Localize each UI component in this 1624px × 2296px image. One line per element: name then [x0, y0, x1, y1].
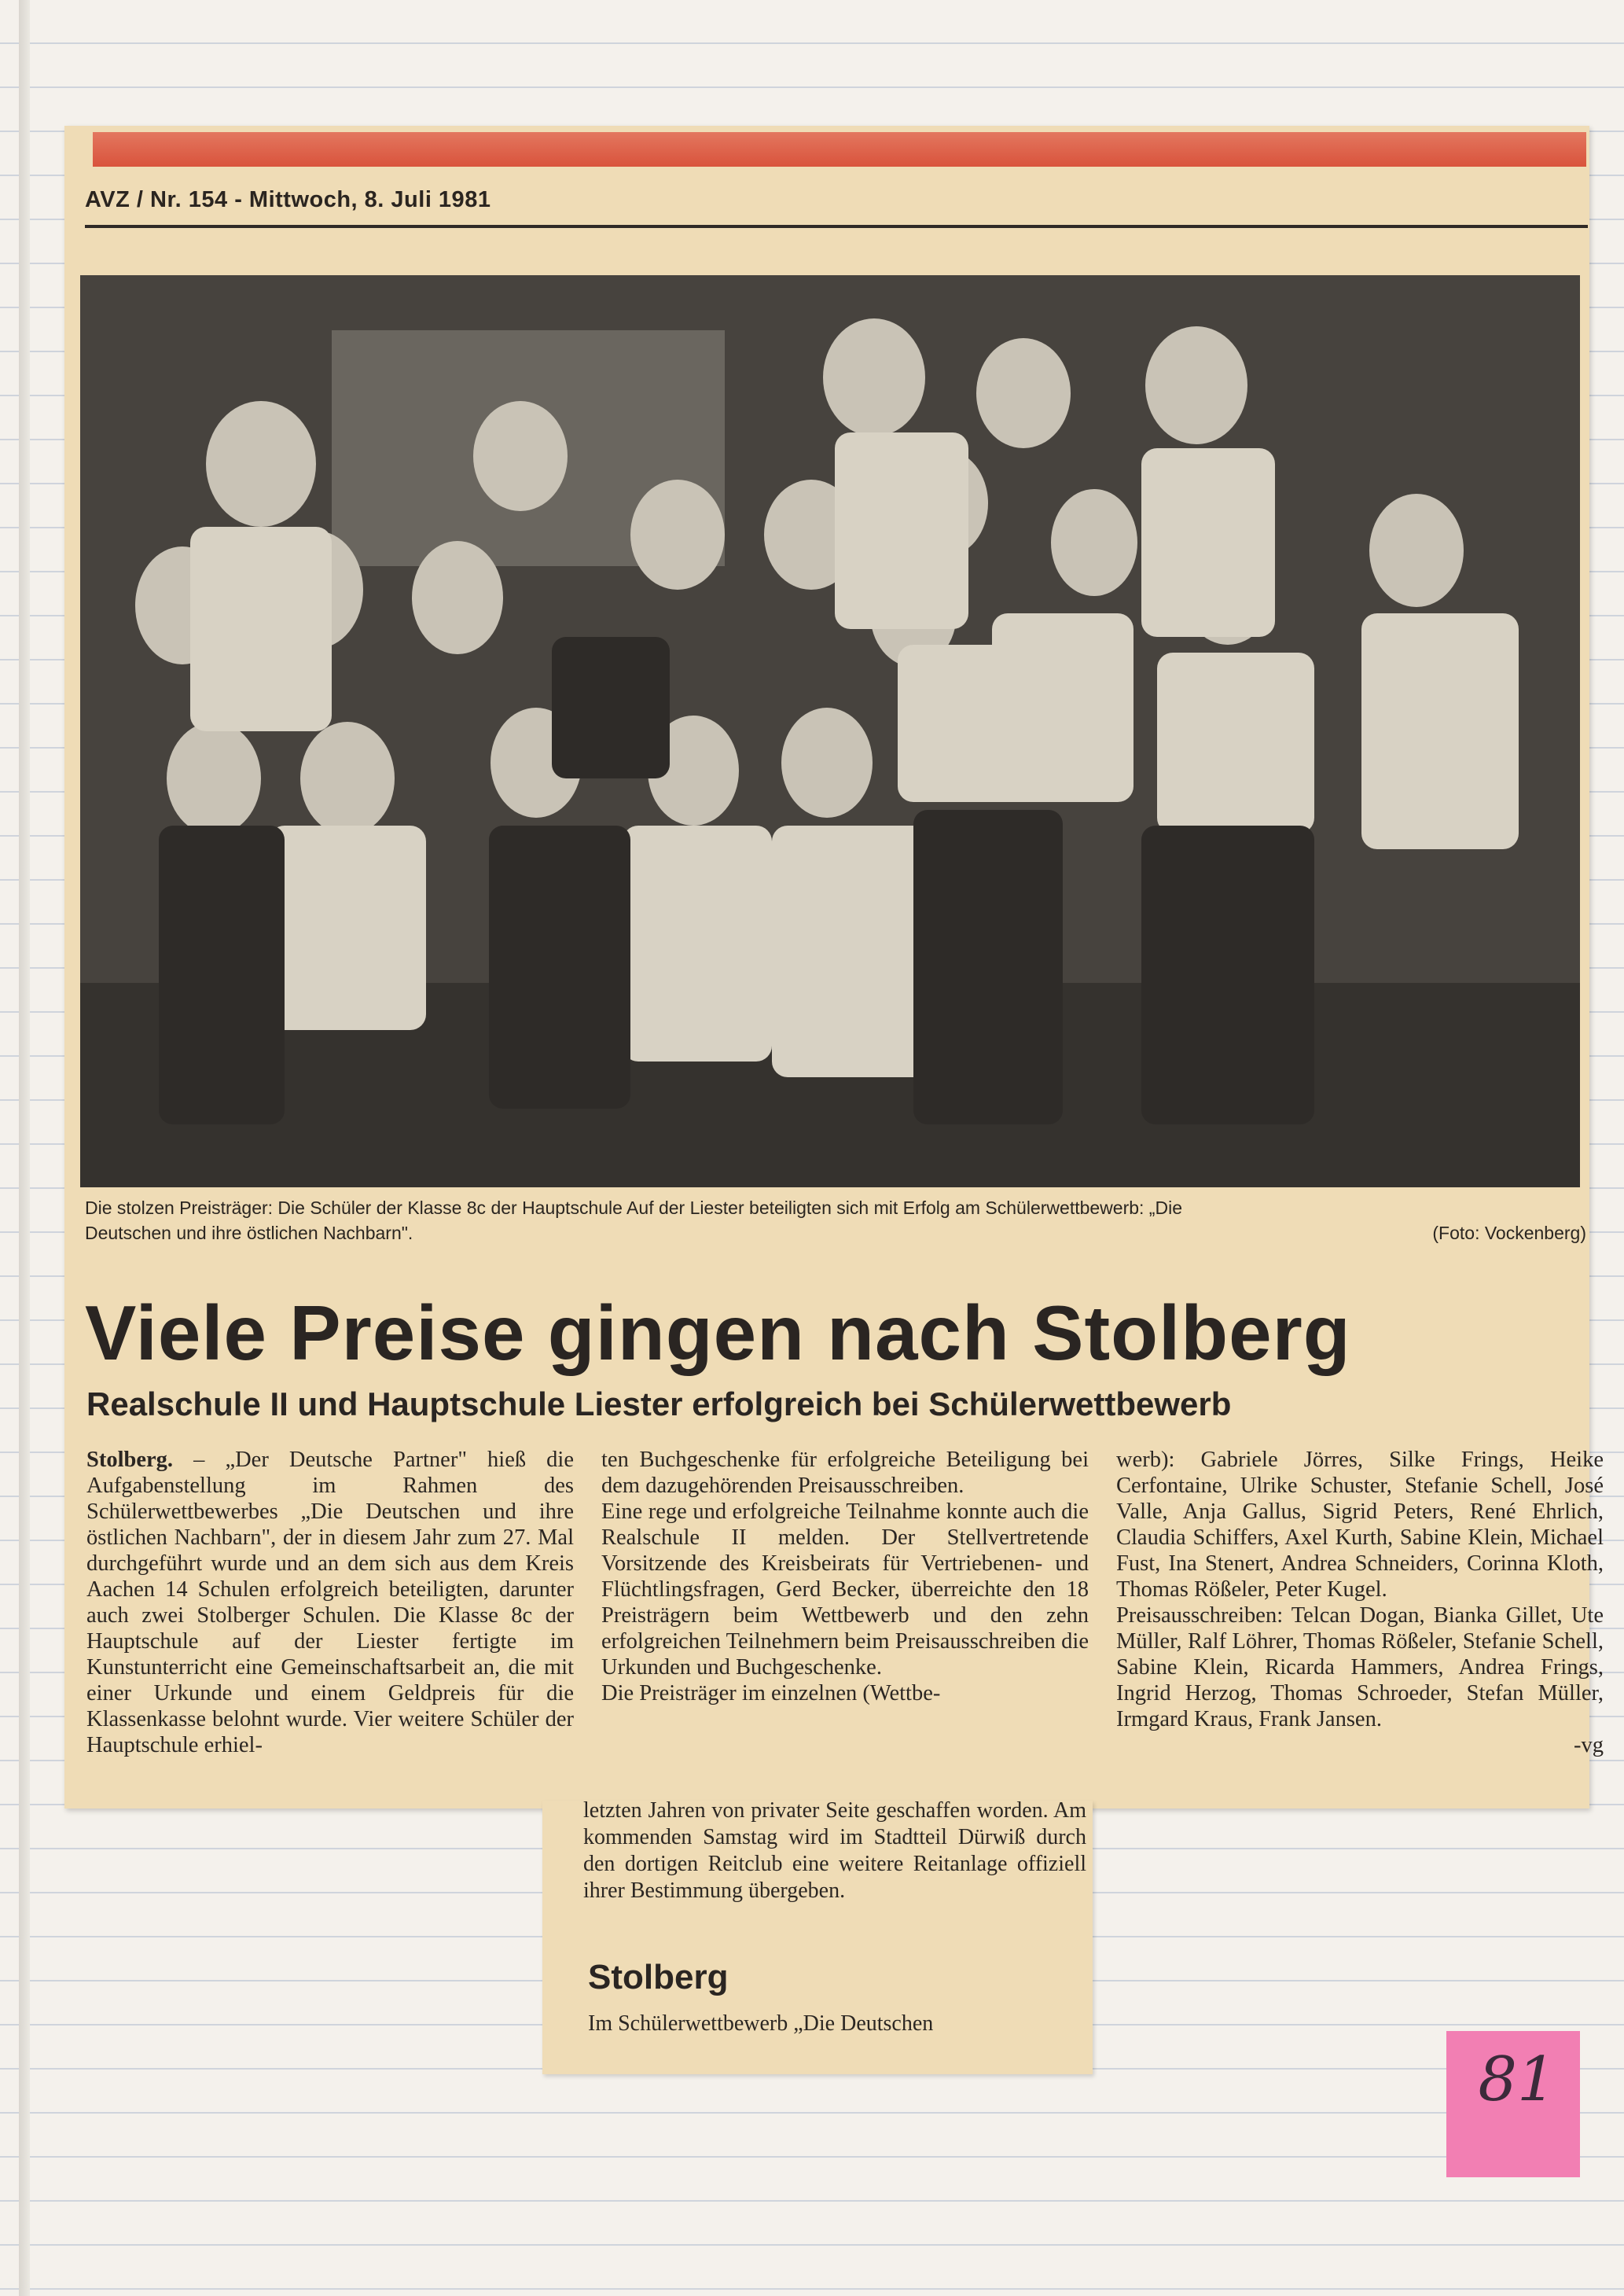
- column-1-text: – „Der Deutsche Partner" hieß die Aufgabenstellung im Rahmen des Schülerwettbewerbes „Die Deutschen und ihre östlichen Nachbarn", der in diesem Jahr zum 27. Mal durchgeführt wurde und an dem sich aus dem Kreis Aachen 14 Schulen erfolgreich beteiligten, darunter auch zwei Stolberger Schulen. Die Klasse 8c der Hauptschule auf der Liester fertigte im Kunstunterricht eine Gemeinschaftsarbeit an, die mit einer Urkunde und einem Geldpreis für die Klassenkasse belohnt wurde. Vier weitere Schüler der Hauptschule erhiel-: [86, 1448, 574, 1757]
- column-2-paragraph-1: ten Buchgeschenke für erfolgreiche Beteiligung bei dem dazugehörenden Preisausschreiben.: [601, 1448, 1089, 1498]
- photo-credit: (Foto: Vockenberg): [1432, 1223, 1586, 1243]
- second-clipping-body: letzten Jahren von privater Seite geschaffen worden. Am kommenden Samstag wird im Stadtteil Dürwiß durch den dortigen Reitclub eine weitere Reitanlage offiziell ihrer Bestimmung übergeben.: [583, 1798, 1086, 1903]
- column-3-paragraph-2: Preisausschreiben: Telcan Dogan, Bianka Gillet, Ute Müller, Ralf Löhrer, Thomas Rößeler, Stefanie Schell, Sabine Klein, Ricarda Hammers, Andrea Frings, Ingrid Herzog, Thomas Schroeder, Stefan Müller, Irmgard Kraus, Frank Jansen.: [1116, 1603, 1604, 1731]
- article-headline: Viele Preise gingen nach Stolberg: [85, 1290, 1351, 1376]
- article-column-2: [601, 1447, 1089, 1706]
- column-2-paragraph-3: Die Preisträger im einzelnen (Wettbe-: [601, 1681, 941, 1705]
- column-3-paragraph-1: werb): Gabriele Jörres, Silke Frings, Heike Cerfontaine, Ulrike Schuster, Stefanie Schell, José Valle, Anja Gallus, Sigrid Peters, René Ehrlich, Claudia Schiffers, Axel Kurth, Sabine Klein, Michael Fust, Ina Stenert, Andrea Schneiders, Corinna Kloth, Thomas Rößeler, Peter Kugel.: [1116, 1448, 1604, 1602]
- group-photo-illustration: [80, 275, 1580, 1187]
- author-signature: -vg: [1574, 1733, 1604, 1757]
- group-photo: [80, 275, 1580, 1187]
- handwritten-page-number: 81: [1478, 2044, 1556, 2115]
- caption-line-1: Die stolzen Preisträger: Die Schüler der Klasse 8c der Hauptschule Auf der Liester beteiligten sich mit Erfolg am Schülerwettbewerb: „Die: [85, 1198, 1182, 1218]
- masthead: AVZ / Nr. 154 - Mittwoch, 8. Juli 1981: [85, 187, 491, 212]
- masthead-rule: [85, 225, 1588, 228]
- second-clipping-first-line: Im Schülerwettbewerb „Die Deutschen: [588, 2011, 934, 2036]
- article-column-1: [86, 1447, 574, 1758]
- column-2-paragraph-2: Eine rege und erfolgreiche Teilnahme konnte auch die Realschule II melden. Der Stellvertretende Vorsitzende des Kreisbeirats für Vertriebenen- und Flüchtlingsfragen, Gerd Becker, überreichte den 18 Preisträgern beim Wettbewerb und den zehn erfolgreichen Teilnehmern beim Preisausschreiben die Urkunden und Buchgeschenke.: [601, 1499, 1089, 1680]
- article-subhead: Realschule II und Hauptschule Liester erfolgreich bei Schülerwettbewerb: [86, 1385, 1232, 1422]
- photo-caption: [85, 1195, 1586, 1246]
- caption-text: Deutschen und ihre östlichen Nachbarn".: [85, 1223, 413, 1243]
- second-clipping-heading: Stolberg: [588, 1958, 729, 1996]
- article-column-3: [1116, 1447, 1604, 1758]
- caption-line-2: [85, 1220, 1586, 1246]
- masthead-color-band: [93, 132, 1586, 167]
- page-binding-edge: [19, 0, 30, 2296]
- dateline: Stolberg.: [86, 1448, 174, 1472]
